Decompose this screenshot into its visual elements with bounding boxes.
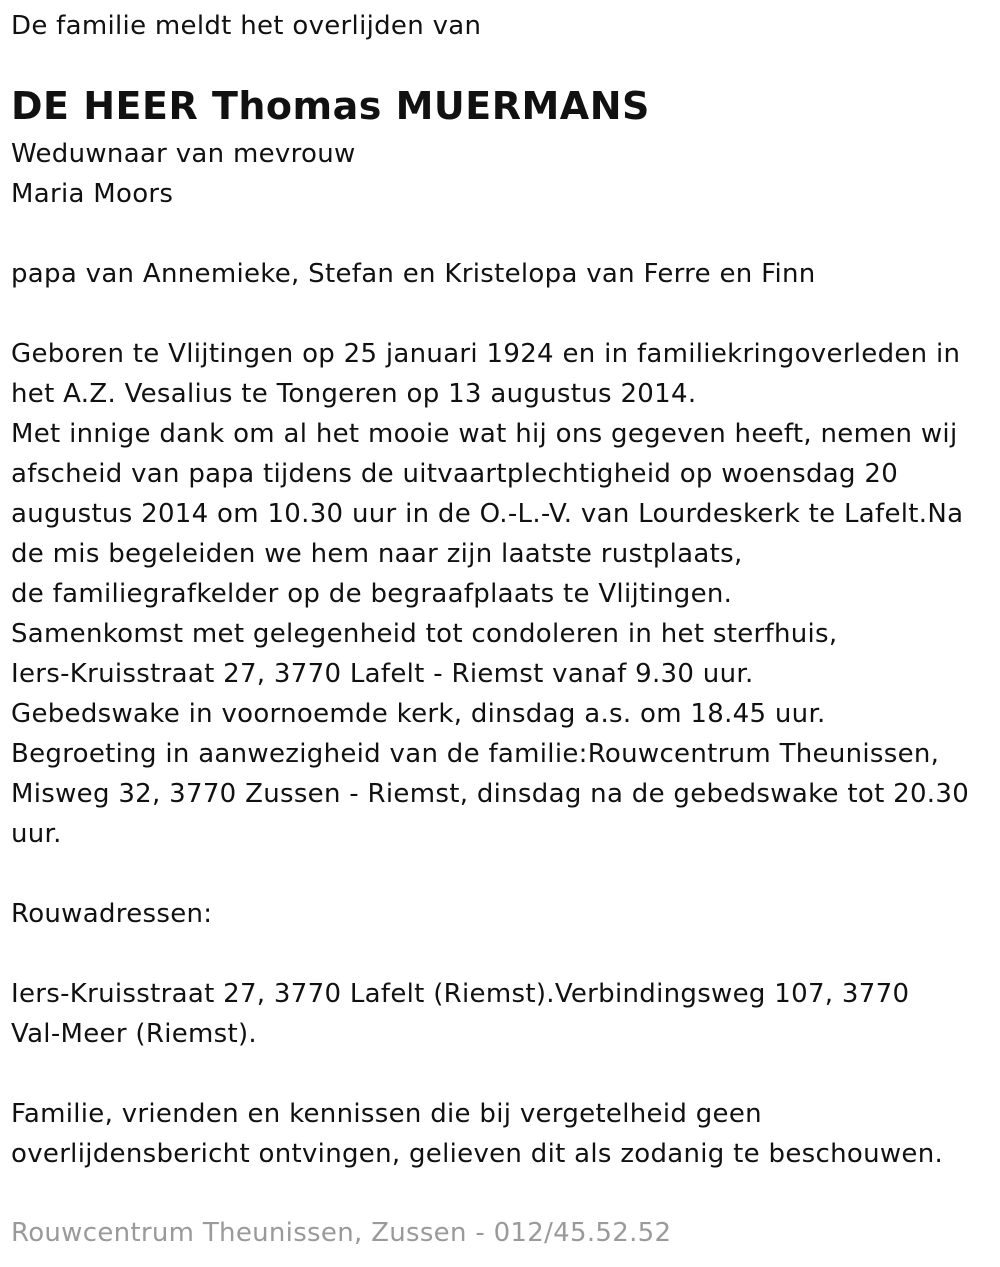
body-line: Samenkomst met gelegenheid tot condoleren in het sterfhuis, (11, 619, 838, 649)
body-line: Begroeting in aanwezigheid van de familie:Rouwcentrum Theunissen, (11, 739, 940, 769)
children-line: papa van Annemieke, Stefan en Kristelopa van Ferre en Finn (11, 259, 816, 289)
body-line: Iers-Kruisstraat 27, 3770 Lafelt - Riemst vanaf 9.30 uur. (11, 659, 754, 689)
body-line: augustus 2014 om 10.30 uur in de O.-L.-V. van Lourdeskerk te Lafelt.Na (11, 499, 964, 529)
intro-text: De familie meldt het overlijden van (11, 11, 482, 41)
body-block (11, 334, 969, 854)
body-line: het A.Z. Vesalius te Tongeren op 13 augustus 2014. (11, 379, 697, 409)
body-line: de mis begeleiden we hem naar zijn laatste rustplaats, (11, 539, 743, 569)
spouse-block (11, 134, 356, 214)
address-line: Iers-Kruisstraat 27, 3770 Lafelt (Riemst).Verbindingsweg 107, 3770 (11, 979, 910, 1009)
closing-line: overlijdensbericht ontvingen, gelieven dit als zodanig te beschouwen. (11, 1139, 944, 1169)
spouse-line: Weduwnaar van mevrouw (11, 139, 356, 169)
body-line: Met innige dank om al het mooie wat hij ons gegeven heeft, nemen wij (11, 419, 958, 449)
address-line: Val-Meer (Riemst). (11, 1019, 257, 1049)
body-line: Geboren te Vlijtingen op 25 januari 1924 en in familiekringoverleden in (11, 339, 961, 369)
closing-block (11, 1094, 943, 1174)
body-line: afscheid van papa tijdens de uitvaartplechtigheid op woensdag 20 (11, 459, 899, 489)
body-line: de familiegrafkelder op de begraafplaats te Vlijtingen. (11, 579, 733, 609)
body-line: Misweg 32, 3770 Zussen - Riemst, dinsdag na de gebedswake tot 20.30 (11, 779, 970, 809)
deceased-name: DE HEER Thomas MUERMANS (11, 84, 650, 128)
body-line: Gebedswake in voornoemde kerk, dinsdag a.s. om 18.45 uur. (11, 699, 826, 729)
addresses-block (11, 974, 909, 1054)
closing-line: Familie, vrienden en kennissen die bij vergetelheid geen (11, 1099, 762, 1129)
addresses-heading: Rouwadressen: (11, 899, 213, 929)
children-block (11, 254, 816, 294)
funeral-home-footer: Rouwcentrum Theunissen, Zussen - 012/45.52.52 (11, 1218, 672, 1248)
addresses-heading-block (11, 894, 212, 934)
spouse-name: Maria Moors (11, 179, 174, 209)
body-line: uur. (11, 819, 62, 849)
